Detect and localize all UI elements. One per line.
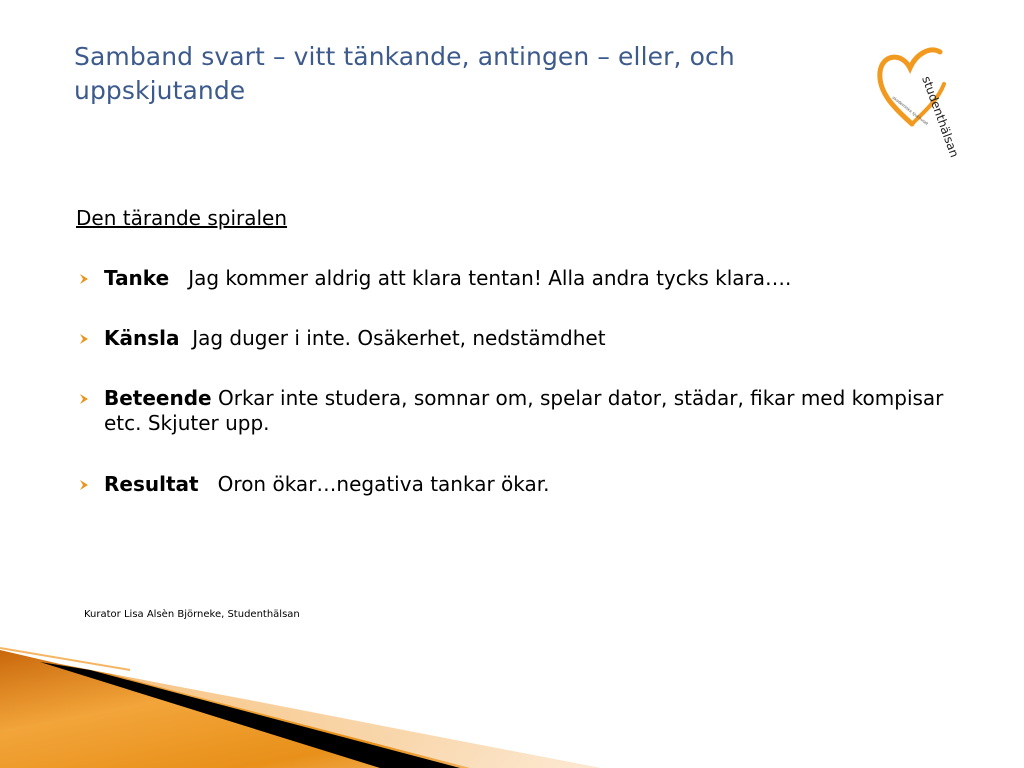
bullet-text: Oron ökar…negativa tankar ökar. bbox=[217, 472, 550, 496]
bullet-term: Tanke bbox=[104, 266, 170, 290]
list-item bbox=[76, 326, 976, 351]
bullet-term: Resultat bbox=[104, 472, 199, 496]
orange-band bbox=[0, 650, 600, 768]
bullet-list bbox=[76, 266, 976, 497]
list-item bbox=[76, 266, 976, 291]
list-item bbox=[76, 386, 976, 436]
arrowhead-icon bbox=[78, 479, 90, 491]
bullet-text: Orkar inte studera, somnar om, spelar dator, städar, fikar med kompisar etc. Skjuter upp. bbox=[104, 386, 944, 435]
slide-content bbox=[76, 204, 976, 497]
corner-decoration bbox=[0, 640, 1024, 768]
arrowhead-icon bbox=[78, 393, 90, 405]
bullet-term: Beteende bbox=[104, 386, 212, 410]
studenthalsan-heart-logo bbox=[872, 38, 962, 160]
logo-word: studenthälsan bbox=[919, 74, 962, 160]
arrowhead-icon bbox=[78, 333, 90, 345]
arrowhead-icon bbox=[78, 273, 90, 285]
list-item bbox=[76, 472, 976, 497]
slide-footer: Kurator Lisa Alsèn Björneke, Studenthälsan bbox=[84, 609, 300, 620]
bullet-term: Känsla bbox=[104, 326, 180, 350]
bullet-text: Jag kommer aldrig att klara tentan! Alla andra tycks klara…. bbox=[188, 266, 792, 290]
subheading: Den tärande spiralen bbox=[76, 206, 288, 230]
bullet-text: Jag duger i inte. Osäkerhet, nedstämdhet bbox=[192, 326, 606, 350]
logo-tagline: akademiska sjukhuset bbox=[891, 94, 930, 127]
slide-title: Samband svart – vitt tänkande, antingen – eller, och uppskjutande bbox=[74, 42, 735, 105]
